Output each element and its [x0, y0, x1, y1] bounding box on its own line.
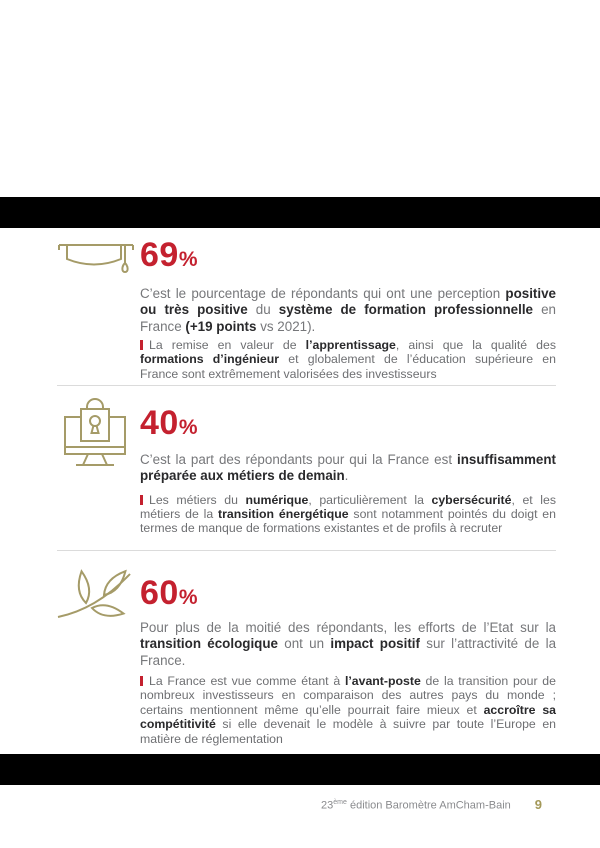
note-text: La France est vue comme étant à l’avant-poste de la transition pour de nombreux investisseurs en comparaison des autres pays du monde ; certains mentionnent même qu’elle pourrait faire mieux et accroître sa compétitivité si elle devenait le modèle à suivre par toute l’Europe en matière de réglementation: [140, 673, 556, 746]
stat-section-formation: [57, 236, 556, 381]
stat-note: [140, 674, 556, 746]
section-divider: [57, 550, 556, 551]
page-number: 9: [534, 797, 542, 812]
stat-value: 40: [140, 404, 179, 442]
stat-text-column: [140, 404, 556, 536]
note-marker: [140, 340, 143, 350]
note-marker: [140, 495, 143, 505]
top-black-bar: [0, 197, 600, 228]
stat-unit: %: [178, 416, 199, 439]
stat-number: [140, 236, 556, 275]
stat-unit: %: [178, 586, 199, 609]
note-marker: [140, 676, 143, 686]
stat-note: [140, 493, 556, 536]
note-text: La remise en valeur de l’apprentissage, ainsi que la qualité des formations d’ingénieur et globalement de l’éducation supérieure en France sont extrêmement valorisées des investisseurs: [140, 337, 556, 381]
icon-box: [58, 243, 134, 274]
monitor-lock-icon: [64, 397, 126, 471]
stat-note: [140, 338, 556, 381]
edition-text: édition Baromètre AmCham-Bain: [346, 800, 511, 812]
stat-number: [140, 574, 556, 613]
bottom-black-bar: [0, 754, 600, 785]
stat-value: 60: [140, 574, 179, 612]
stat-section-transition: [57, 558, 556, 746]
graduation-cap-icon: [58, 243, 134, 274]
stat-number: [140, 404, 556, 443]
stat-value: 69: [140, 236, 179, 274]
page-footer: [321, 797, 542, 812]
edition-superscript: ème: [333, 799, 347, 807]
footer-edition-label: [321, 799, 511, 812]
icon-box: [64, 397, 126, 471]
stat-headline: C’est le pourcentage de répondants qui ont une perception positive ou très positive du système de formation professionnelle en France (+19 points vs 2021).: [140, 286, 556, 334]
stat-section-metiers: [57, 396, 556, 536]
icon-box: [55, 562, 135, 620]
stat-unit: %: [178, 248, 199, 271]
section-divider: [57, 385, 556, 386]
edition-number: 23: [321, 800, 334, 812]
note-text: Les métiers du numérique, particulièrement la cybersécurité, et les métiers de la transition énergétique sont notamment pointés du doigt en termes de manque de formations existantes et de profils à recruter: [140, 492, 556, 536]
stat-text-column: [140, 574, 557, 746]
stat-text-column: [140, 236, 556, 381]
stat-headline: Pour plus de la moitié des répondants, les efforts de l’Etat sur la transition écologique ont un impact positif sur l’attractivité de la France.: [140, 620, 557, 668]
stat-headline: C’est la part des répondants pour qui la France est insuffisamment préparée aux métiers de demain.: [140, 452, 556, 484]
leaves-icon: [55, 562, 135, 620]
